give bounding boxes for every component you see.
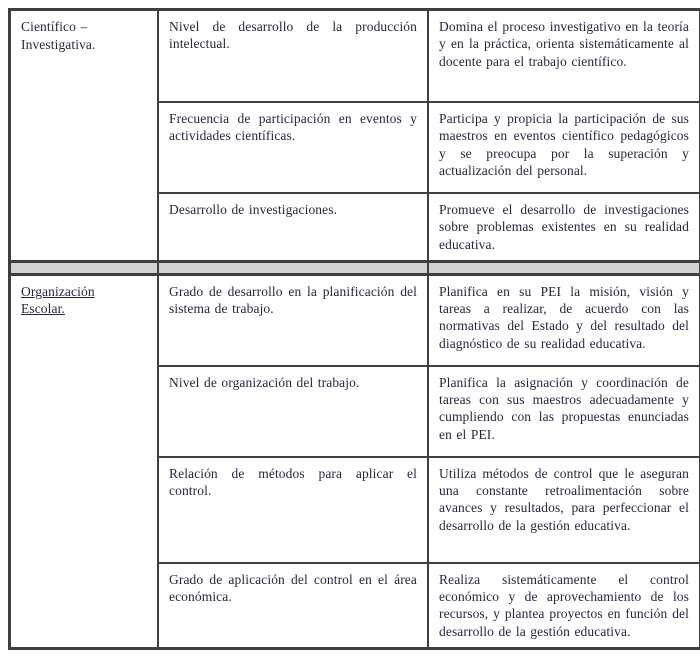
indicator-cell: Nivel de desarrollo de la producción intelectual. [158,10,428,103]
category-cell-cientifico-investigativa [10,10,159,262]
evaluation-table [8,8,700,650]
table-row [10,10,700,103]
section-separator-row [10,261,700,274]
description-cell: Planifica la asignación y coordinación de tareas con sus maestros adecuadamente y cumpliendo con las propuestas enunciadas en el PEI. [428,366,700,457]
category-label-line2: Investigativa. [21,36,96,52]
separator-cell [158,261,428,274]
separator-cell [428,261,700,274]
indicator-cell: Frecuencia de participación en eventos y actividades científicas. [158,102,428,193]
description-cell: Realiza sistemáticamente el control económico y de aprovechamiento de los recursos, y plantea proyectos en función del desarrollo de la gestión educativa. [428,563,700,649]
separator-cell [10,261,159,274]
indicator-cell: Grado de desarrollo en la planificación del sistema de trabajo. [158,274,428,366]
description-cell: Promueve el desarrollo de investigaciones sobre problemas existentes en su realidad educativa. [428,193,700,261]
description-cell: Participa y propicia la participación de sus maestros en eventos científico pedagógicos y se preocupa por la superación y actualización del personal. [428,102,700,193]
description-cell: Planifica en su PEI la misión, visión y tareas a realizar, de acuerdo con las normativas del Estado y del resultado del diagnóstico de su realidad educativa. [428,274,700,366]
indicator-cell: Nivel de organización del trabajo. [158,366,428,457]
description-cell: Utiliza métodos de control que le aseguran una constante retroalimentación sobre avances y resultados, para perfeccionar el desarrollo de la gestión educativa. [428,457,700,563]
category-label-line1: Organización [21,283,95,299]
category-label-line1: Científico – [21,19,88,34]
indicator-cell: Desarrollo de investigaciones. [158,193,428,261]
indicator-cell: Grado de aplicación del control en el área económica. [158,563,428,649]
indicator-cell: Relación de métodos para aplicar el control. [158,457,428,563]
description-cell: Domina el proceso investigativo en la teoría y en la práctica, orienta sistemáticamente al docente para el trabajo científico. [428,10,700,103]
table-row [10,274,700,366]
category-label-line2: Escolar. [21,301,65,317]
category-cell-organizacion-escolar [10,274,159,648]
